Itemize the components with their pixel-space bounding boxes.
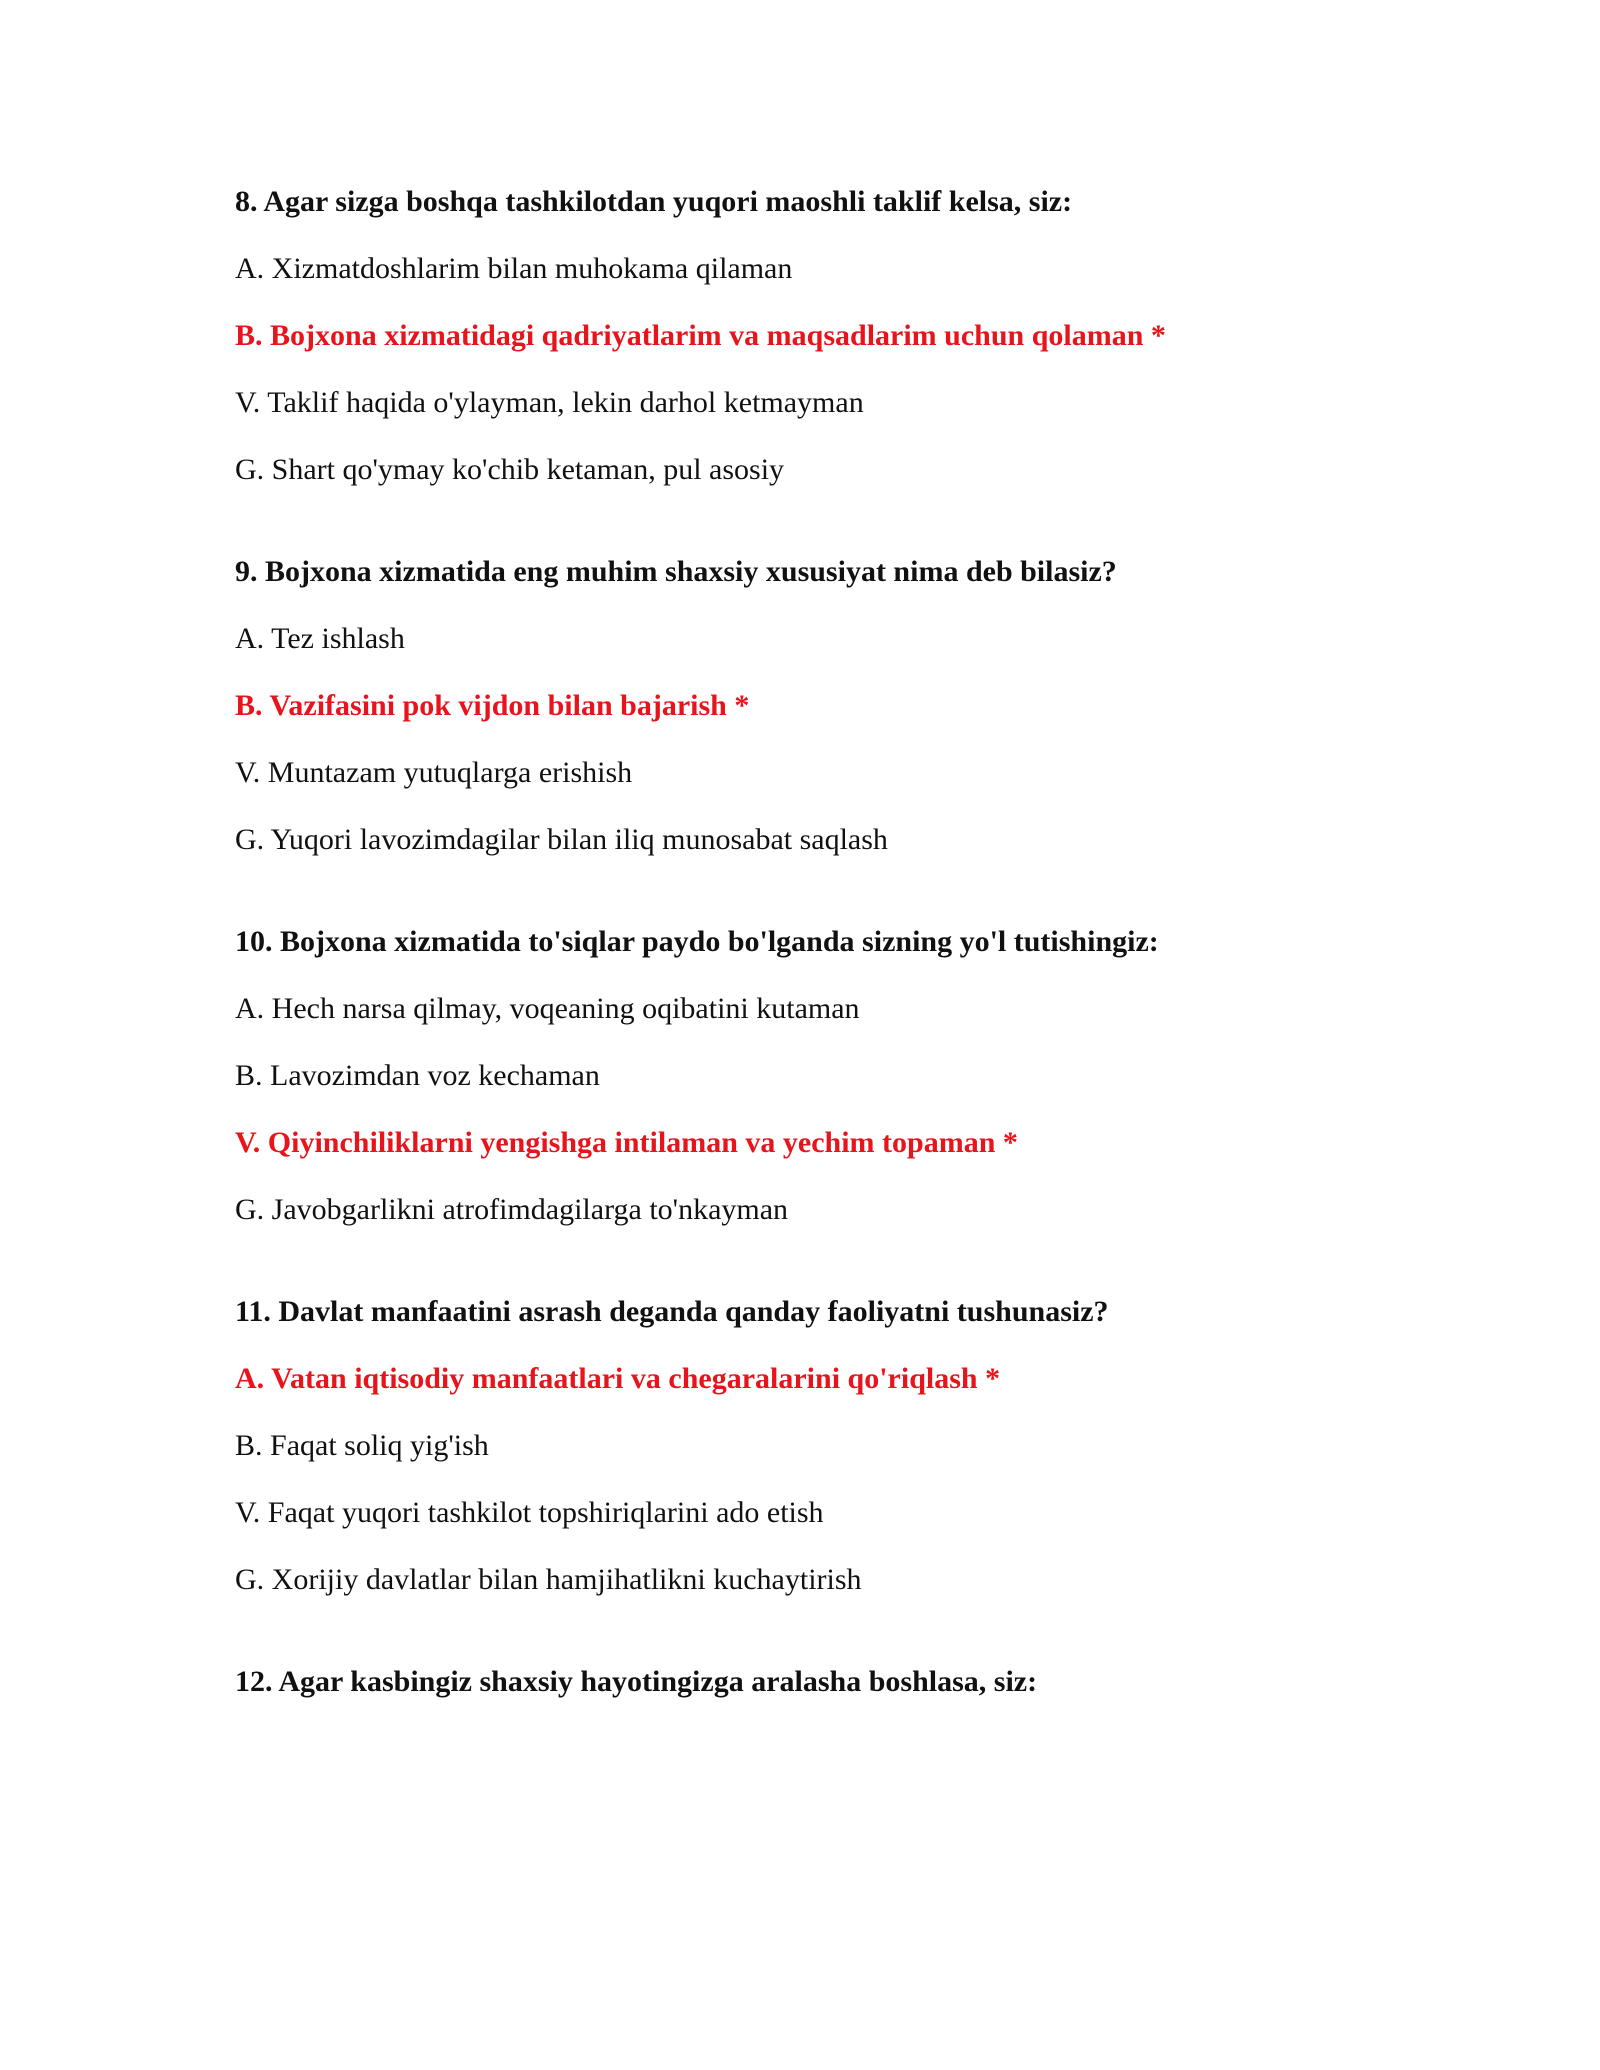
answer-option-b: B. Lavozimdan voz kechaman (235, 1059, 600, 1092)
answer-option-g: G. Yuqori lavozimdagilar bilan iliq munosabat saqlash (235, 823, 888, 856)
question-text: 12. Agar kasbingiz shaxsiy hayotingizga aralasha boshlasa, siz: (235, 1665, 1038, 1698)
answer-option-v: V. Faqat yuqori tashkilot topshiriqlarini ado etish (235, 1496, 824, 1529)
question-block-11 (235, 1295, 1435, 1597)
answer-option-g: G. Javobgarlikni atrofimdagilarga to'nkayman (235, 1193, 789, 1226)
question-block-10 (235, 925, 1435, 1227)
answer-option-a: A. Tez ishlash (235, 622, 405, 655)
answer-option-v: V. Taklif haqida o'ylayman, lekin darhol ketmayman (235, 386, 864, 419)
question-block-12 (235, 1665, 1435, 1699)
answer-option-b: B. Faqat soliq yig'ish (235, 1429, 489, 1462)
question-block-8 (235, 185, 1435, 487)
question-text: 8. Agar sizga boshqa tashkilotdan yuqori maoshli taklif kelsa, siz: (235, 185, 1073, 218)
answer-option-a: A. Hech narsa qilmay, voqeaning oqibatini kutaman (235, 992, 860, 1025)
question-text: 10. Bojxona xizmatida to'siqlar paydo bo'lganda sizning yo'l tutishingiz: (235, 925, 1159, 958)
answer-option-a-correct: A. Vatan iqtisodiy manfaatlari va chegaralarini qo'riqlash * (235, 1362, 1001, 1395)
answer-option-b-correct: B. Bojxona xizmatidagi qadriyatlarim va maqsadlarim uchun qolaman * (235, 319, 1166, 352)
answer-option-b-correct: B. Vazifasini pok vijdon bilan bajarish * (235, 689, 750, 722)
answer-option-g: G. Xorijiy davlatlar bilan hamjihatlikni kuchaytirish (235, 1563, 862, 1596)
answer-option-a: A. Xizmatdoshlarim bilan muhokama qilaman (235, 252, 793, 285)
document-page (235, 185, 1435, 1767)
answer-option-v-correct: V. Qiyinchiliklarni yengishga intilaman va yechim topaman * (235, 1126, 1018, 1159)
question-text: 9. Bojxona xizmatida eng muhim shaxsiy xususiyat nima deb bilasiz? (235, 555, 1117, 588)
answer-option-v: V. Muntazam yutuqlarga erishish (235, 756, 633, 789)
question-block-9 (235, 555, 1435, 857)
question-text: 11. Davlat manfaatini asrash deganda qanday faoliyatni tushunasiz? (235, 1295, 1109, 1328)
answer-option-g: G. Shart qo'ymay ko'chib ketaman, pul asosiy (235, 453, 785, 486)
